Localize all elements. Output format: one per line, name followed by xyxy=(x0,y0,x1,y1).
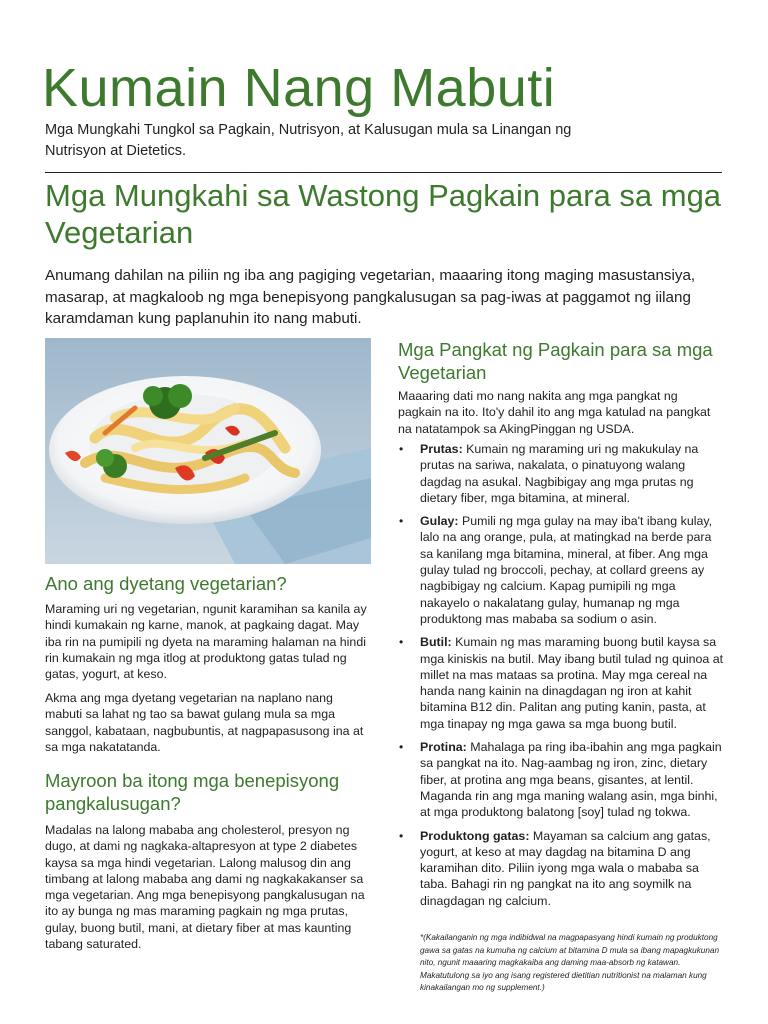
list-item-term: Produktong gatas: xyxy=(420,828,530,843)
article-intro: Anumang dahilan na piliin ng iba ang pagiging vegetarian, maaaring itong maging masustansiya, masarap, at magkaloob ng mga benepisyong pangkalusugan sa pag-iwas at paggamot ng iilang karamdaman kung paplanuhin ito nang mabuti. xyxy=(45,267,696,327)
section-heading-food-groups: Mga Pangkat ng Pagkain para sa mga Vegetarian xyxy=(398,339,713,383)
paragraph: Maaaring dati mo nang nakita ang mga pangkat ng pagkain na ito. Ito'y dahil ito ang mga katulad na pangkat na natatampok sa AkingPinggan ng USDA. xyxy=(398,389,711,436)
list-item xyxy=(398,513,724,627)
paragraph: Maraming uri ng vegetarian, ngunit karamihan sa kanila ay hindi kumakain ng karne, manok, at pagkaing dagat. May iba rin na pumipili ng dyeta na maraming halaman na hindi rin kumakain ng mga itlog at produktong gatas tulad ng gatas, yogurt, at keso. xyxy=(45,602,367,682)
list-item xyxy=(398,739,724,820)
bullet-icon: • xyxy=(399,514,404,529)
list-item xyxy=(398,441,724,506)
paragraph: Madalas na lalong mababa ang cholesterol, presyon ng dugo, at dami ng nagkaka-altapresyon at type 2 diabetes kaysa sa mga hindi vegetarian. Lalong malusog din ang timbang at lalong mababa ang dami ng nagkakakanser sa mga vegetarian. Ang mga benepisyong pangkalusugan na ito ay bunga ng mas maraming pagkain ng mga prutas, gulay, buong butil, mani, at dietary fiber at mas kaunting tabang saturated. xyxy=(45,823,365,952)
list-item-term: Gulay: xyxy=(420,514,459,529)
footnote: *(Kakailanganin ng mga indibidwal na magpapasyang hindi kumain ng produktong gawa sa gatas na kumuha ng calcium at bitamina D mula sa ibang mapagkukunan nito, ngunit maaaring magkakaiba ang daming maa-absorb ng katawan. Makatutulong sa iyo ang isang registered dietitian nutritionist na malaman kung kinakailangan mo ng supplement.) xyxy=(420,933,720,993)
document-title: Kumain Nang Mabuti xyxy=(42,58,556,118)
list-item-term: Prutas: xyxy=(420,442,463,456)
article-heading: Mga Mungkahi sa Wastong Pagkain para sa mga Vegetarian xyxy=(45,178,722,250)
bullet-icon: • xyxy=(399,635,404,650)
list-item-term: Protina: xyxy=(420,740,467,755)
food-group-list xyxy=(398,441,724,916)
list-item-text: Mahalaga pa ring iba-ibahin ang mga pagkain sa pangkat na ito. Nag-aambag ng iron, zinc, dietary fiber, at protina ang mga beans, gisantes, at lentil. Maganda rin ang mga maning walang asin, mga binhi, at mga produktong balatong [soy] tulad ng tokwa. xyxy=(420,740,722,820)
pasta-dish-image xyxy=(45,338,371,564)
list-item-text: Pumili ng mga gulay na may iba't ibang kulay, lalo na ang orange, pula, at matingkad na berde para sa kanilang mga bitamina, mineral, at fiber. Ang mga gulay tulad ng broccoli, pechay, at collard greens ay nagbibigay ng calcium. Kapag pumipili ng mga nakayelo o nakalatang gulay, humanap ng mga produktong mas mababa sa sodium o asin. xyxy=(420,514,713,626)
section-heading-health-benefits: Mayroon ba itong mga benepisyong pangkalusugan? xyxy=(45,770,340,814)
document-subtitle: Mga Mungkahi Tungkol sa Pagkain, Nutrisyon, at Kalusugan mula sa Linangan ng Nutrisyon at Dietetics. xyxy=(45,122,572,159)
bullet-icon: • xyxy=(399,442,404,456)
list-item-term: Butil: xyxy=(420,635,452,650)
paragraph: Akma ang mga dyetang vegetarian na naplano nang mabuti sa lahat ng tao sa bawat gulang mula sa mga sanggol, kabataan, nagbubuntis, at nagpapasusong ina at sa mga nakatatanda. xyxy=(45,691,364,754)
list-item xyxy=(398,634,724,732)
bullet-icon: • xyxy=(399,740,404,755)
list-item-text: Kumain ng maraming uri ng makukulay na prutas na sariwa, nakalata, o pinatuyong walang dagdag na asukal. Nagbibigay ang mga prutas ng dietary fiber, mga bitamina, at mineral. xyxy=(420,442,699,505)
list-item-text: Kumain ng mas maraming buong butil kaysa sa mga kiniskis na butil. May ibang butil tulad ng quinoa at millet na mas mataas sa protina. May mga cereal na handa nang kainin na dinagdagan ng iron at kahit bitamina B12 din. Palitan ang puting kanin, pasta, at mga tinapay ng mga gawa sa mga buong butil. xyxy=(420,635,724,731)
bullet-icon: • xyxy=(399,828,404,843)
section-heading-vegetarian-diet: Ano ang dyetang vegetarian? xyxy=(45,573,287,594)
header-divider xyxy=(45,172,722,173)
list-item-text: Mayaman sa calcium ang gatas, yogurt, at keso at may dagdag na bitamina D ang karamihan dito. Piliin iyong mga wala o mababa sa taba. Bahagi rin ng pangkat na ito ang soymilk na dinagdagan ng calcium. xyxy=(420,828,711,908)
list-item xyxy=(398,828,724,909)
